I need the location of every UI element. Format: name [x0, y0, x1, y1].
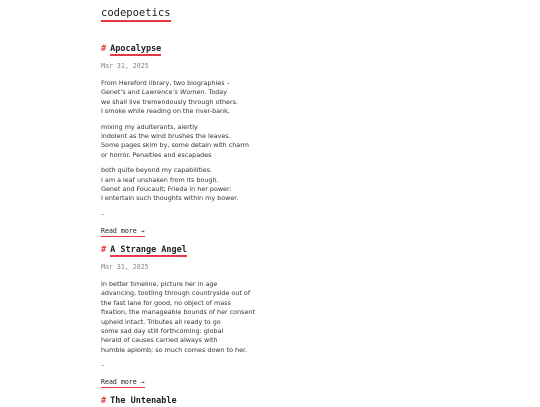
poem-line: From Hereford library, two biographies –	[101, 79, 230, 87]
separator-dash: –	[101, 361, 105, 370]
poem-line: both quite beyond my capabilities.	[101, 166, 213, 175]
poem-line: Some pages skim by, some detain with charm	[101, 141, 249, 150]
post-title	[101, 395, 401, 407]
post-the-untenable	[101, 395, 401, 407]
poem-line: or horror. Penalties and escapades	[101, 150, 212, 159]
poem-line: I entertain such thoughts within my bower.	[101, 194, 239, 203]
poem-line: indolent as the wind brushes the leaves.	[101, 132, 231, 141]
site-title-link[interactable]: codepoetics	[101, 7, 171, 22]
post-apocalypse	[101, 43, 401, 237]
separator-dash: –	[101, 209, 105, 218]
post-title	[101, 43, 401, 55]
post-date: Mar 31, 2025	[101, 62, 149, 70]
poem-line: herald of causes carried always with	[101, 336, 218, 345]
post-title	[101, 244, 401, 256]
poem-line: Genet’s and Lawrence’s Women. Today	[101, 88, 227, 97]
post-title-link[interactable]: The Untenable	[110, 396, 177, 406]
poem-line: I smoke while reading on the river-bank,	[101, 107, 230, 116]
hash-icon: #	[101, 245, 107, 255]
hash-icon: #	[101, 396, 107, 406]
poem-line: some sad day still forthcoming: global	[101, 327, 224, 336]
hash-icon: #	[101, 44, 107, 54]
poem-line: fixation, the manageable bounds of her consent	[101, 308, 255, 317]
read-more-link[interactable]: Read more →	[101, 378, 145, 387]
poem-line: the fast lane for good, no object of mass	[101, 298, 231, 307]
poem-line: In better timeline, picture her in age	[101, 280, 218, 288]
poem-line: we shall live tremendously through others.	[101, 97, 238, 106]
stanza	[101, 166, 401, 204]
post-title-link[interactable]: Apocalypse	[110, 44, 162, 54]
post-a-strange-angel	[101, 244, 401, 388]
stanza	[101, 280, 401, 355]
poem-line: mixing my adulterants, alertly	[101, 122, 198, 131]
post-date: Mar 31, 2025	[101, 263, 149, 271]
poem-line: upheld intact. Tributes all ready to go	[101, 317, 221, 326]
stanza	[101, 79, 401, 117]
poem-line: humble aplomb; so much comes down to her.	[101, 345, 248, 354]
stanza	[101, 123, 401, 161]
post-title-link[interactable]: A Strange Angel	[110, 245, 187, 255]
poem-line: I am a leaf unshaken from its bough.	[101, 175, 219, 184]
poem-line: Genet and Foucault; Frieda in her power:	[101, 185, 232, 194]
read-more-link[interactable]: Read more →	[101, 226, 145, 235]
poem-line: advancing, tootling through countryside out of	[101, 289, 251, 298]
